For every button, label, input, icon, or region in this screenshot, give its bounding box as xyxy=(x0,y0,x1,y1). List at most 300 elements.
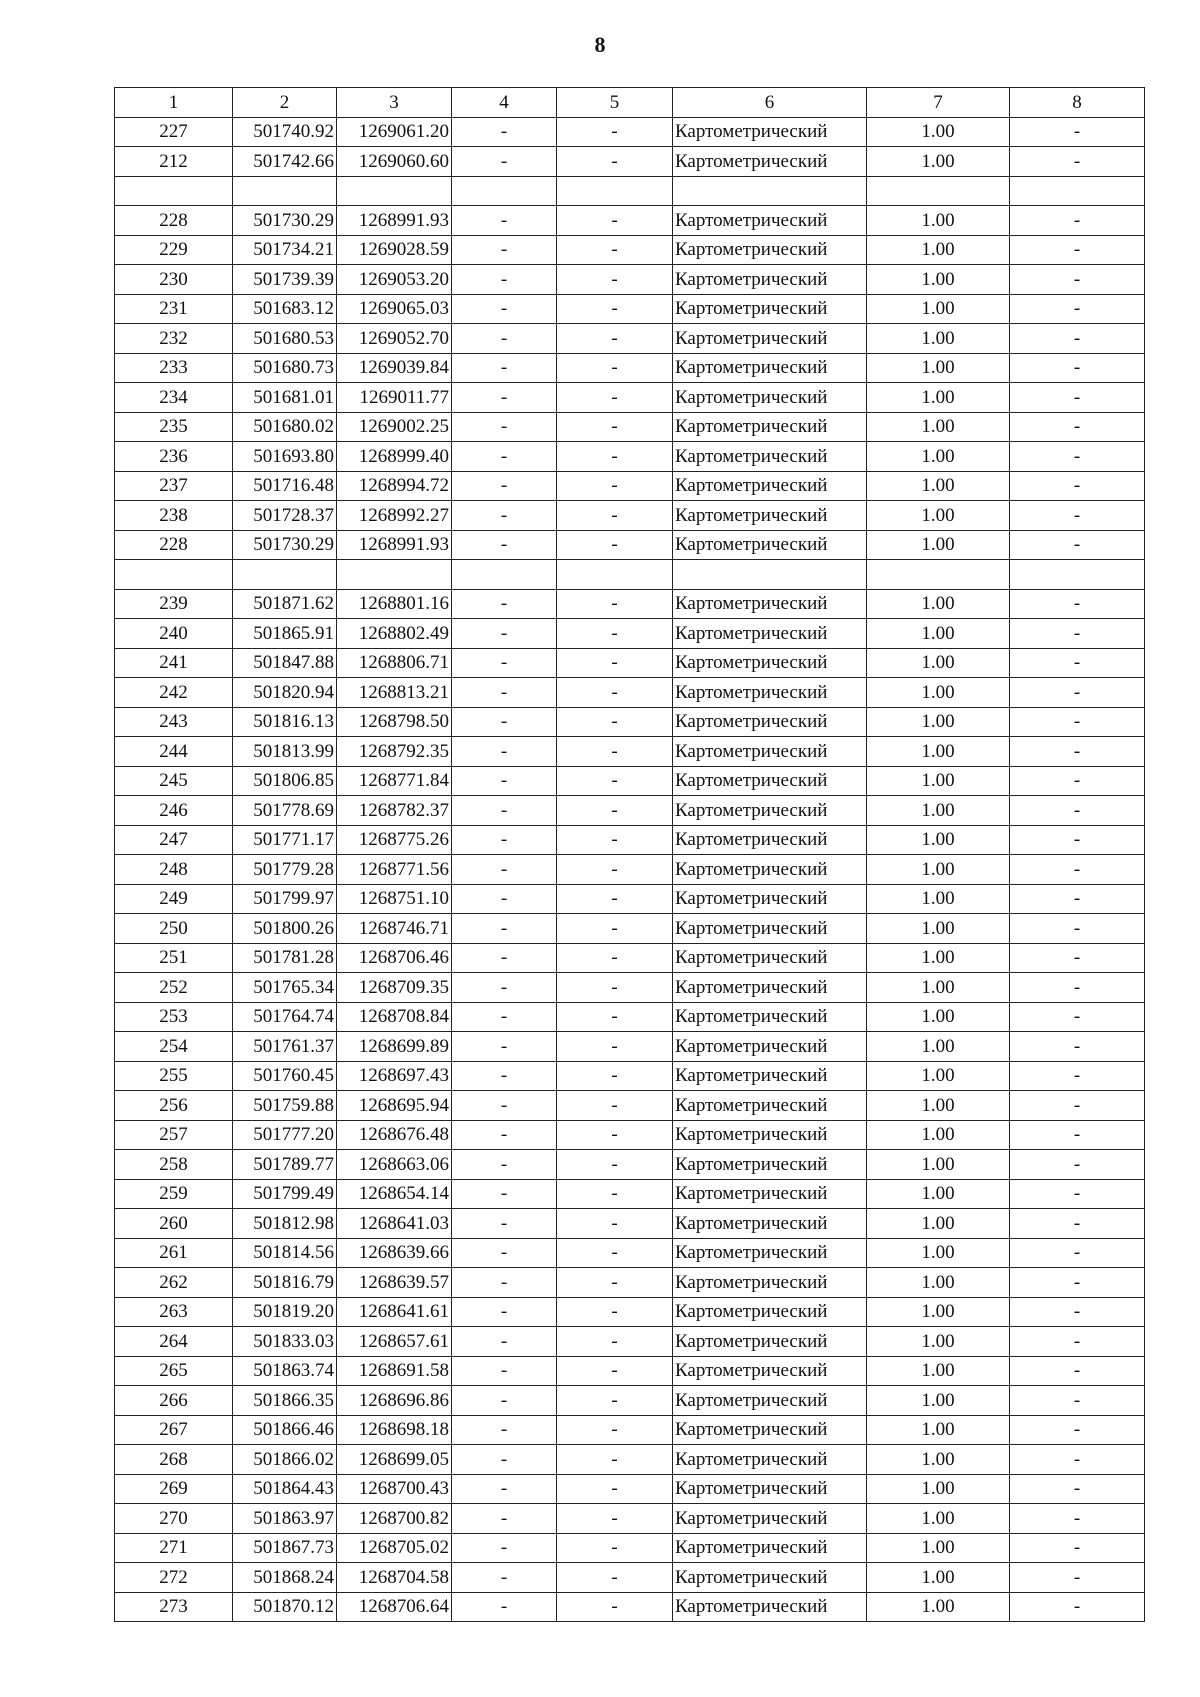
precision-cell: 1.00 xyxy=(867,117,1010,147)
column-8-cell: - xyxy=(1010,206,1145,236)
column-4-cell: - xyxy=(452,383,557,413)
x-coordinate-cell: 501728.37 xyxy=(233,501,337,531)
point-number-cell: 235 xyxy=(115,412,233,442)
column-4-cell: - xyxy=(452,235,557,265)
precision-cell: 1.00 xyxy=(867,1120,1010,1150)
x-coordinate-cell: 501781.28 xyxy=(233,943,337,973)
precision-cell: 1.00 xyxy=(867,1327,1010,1357)
table-row xyxy=(115,766,1145,796)
precision-cell: 1.00 xyxy=(867,943,1010,973)
x-coordinate-cell: 501680.73 xyxy=(233,353,337,383)
x-coordinate-cell: 501680.02 xyxy=(233,412,337,442)
x-coordinate-cell: 501863.74 xyxy=(233,1356,337,1386)
table-row xyxy=(115,619,1145,649)
precision-cell: 1.00 xyxy=(867,147,1010,177)
x-coordinate-cell: 501800.26 xyxy=(233,914,337,944)
point-number-cell: 248 xyxy=(115,855,233,885)
precision-cell: 1.00 xyxy=(867,619,1010,649)
column-4-cell: - xyxy=(452,1592,557,1622)
precision-cell: 1.00 xyxy=(867,1386,1010,1416)
precision-cell: 1.00 xyxy=(867,1563,1010,1593)
column-4-cell: - xyxy=(452,1238,557,1268)
y-coordinate-cell: 1268771.84 xyxy=(337,766,452,796)
y-coordinate-cell: 1268782.37 xyxy=(337,796,452,826)
table-row xyxy=(115,117,1145,147)
y-coordinate-cell: 1269065.03 xyxy=(337,294,452,324)
method-cell: Картометрический xyxy=(673,235,867,265)
precision-cell: 1.00 xyxy=(867,1179,1010,1209)
column-4-cell: - xyxy=(452,1120,557,1150)
x-coordinate-cell: 501765.34 xyxy=(233,973,337,1003)
point-number-cell: 254 xyxy=(115,1032,233,1062)
column-4-cell: - xyxy=(452,353,557,383)
method-cell: Картометрический xyxy=(673,1002,867,1032)
x-coordinate-cell: 501833.03 xyxy=(233,1327,337,1357)
precision-cell: 1.00 xyxy=(867,294,1010,324)
column-8-cell: - xyxy=(1010,265,1145,295)
column-4-cell: - xyxy=(452,265,557,295)
y-coordinate-cell: 1268746.71 xyxy=(337,914,452,944)
column-5-cell: - xyxy=(557,678,673,708)
precision-cell: 1.00 xyxy=(867,1238,1010,1268)
column-5-cell: - xyxy=(557,265,673,295)
column-4-cell: - xyxy=(452,1327,557,1357)
header-cell-7: 7 xyxy=(867,88,1010,118)
precision-cell: 1.00 xyxy=(867,884,1010,914)
precision-cell: 1.00 xyxy=(867,1032,1010,1062)
table-row xyxy=(115,1386,1145,1416)
method-cell: Картометрический xyxy=(673,825,867,855)
y-coordinate-cell: 1268676.48 xyxy=(337,1120,452,1150)
table-row xyxy=(115,1091,1145,1121)
column-8-cell: - xyxy=(1010,471,1145,501)
precision-cell: 1.00 xyxy=(867,973,1010,1003)
method-cell: Картометрический xyxy=(673,265,867,295)
x-coordinate-cell: 501864.43 xyxy=(233,1474,337,1504)
table-row xyxy=(115,825,1145,855)
point-number-cell: 230 xyxy=(115,265,233,295)
x-coordinate-cell: 501779.28 xyxy=(233,855,337,885)
point-number-cell: 238 xyxy=(115,501,233,531)
column-5-cell: - xyxy=(557,147,673,177)
y-coordinate-cell: 1268695.94 xyxy=(337,1091,452,1121)
precision-cell: 1.00 xyxy=(867,648,1010,678)
x-coordinate-cell: 501683.12 xyxy=(233,294,337,324)
x-coordinate-cell: 501806.85 xyxy=(233,766,337,796)
method-cell: Картометрический xyxy=(673,1120,867,1150)
table-row xyxy=(115,1592,1145,1622)
x-coordinate-cell: 501866.35 xyxy=(233,1386,337,1416)
table-row xyxy=(115,412,1145,442)
column-5-cell: - xyxy=(557,1209,673,1239)
y-coordinate-cell: 1268706.46 xyxy=(337,943,452,973)
x-coordinate-cell: 501681.01 xyxy=(233,383,337,413)
precision-cell: 1.00 xyxy=(867,1504,1010,1534)
table-row xyxy=(115,1356,1145,1386)
column-8-cell: - xyxy=(1010,973,1145,1003)
header-row xyxy=(115,88,1145,118)
table-row xyxy=(115,1238,1145,1268)
column-4-cell: - xyxy=(452,1179,557,1209)
x-coordinate-cell: 501813.99 xyxy=(233,737,337,767)
x-coordinate-cell: 501820.94 xyxy=(233,678,337,708)
y-coordinate-cell xyxy=(337,176,452,206)
column-4-cell: - xyxy=(452,117,557,147)
table-row xyxy=(115,855,1145,885)
column-8-cell: - xyxy=(1010,1504,1145,1534)
method-cell: Картометрический xyxy=(673,796,867,826)
y-coordinate-cell: 1268991.93 xyxy=(337,530,452,560)
table-row xyxy=(115,206,1145,236)
method-cell: Картометрический xyxy=(673,1386,867,1416)
y-coordinate-cell: 1269061.20 xyxy=(337,117,452,147)
y-coordinate-cell: 1268639.57 xyxy=(337,1268,452,1298)
point-number-cell: 264 xyxy=(115,1327,233,1357)
y-coordinate-cell: 1268697.43 xyxy=(337,1061,452,1091)
column-8-cell: - xyxy=(1010,1327,1145,1357)
precision-cell: 1.00 xyxy=(867,1150,1010,1180)
y-coordinate-cell: 1269052.70 xyxy=(337,324,452,354)
method-cell: Картометрический xyxy=(673,1179,867,1209)
column-4-cell: - xyxy=(452,914,557,944)
x-coordinate-cell: 501760.45 xyxy=(233,1061,337,1091)
table-body xyxy=(115,117,1145,1622)
point-number-cell: 236 xyxy=(115,442,233,472)
table-row xyxy=(115,560,1145,590)
table-row xyxy=(115,1209,1145,1239)
column-5-cell: - xyxy=(557,1179,673,1209)
y-coordinate-cell: 1269028.59 xyxy=(337,235,452,265)
table-row xyxy=(115,914,1145,944)
precision-cell: 1.00 xyxy=(867,501,1010,531)
y-coordinate-cell: 1268771.56 xyxy=(337,855,452,885)
point-number-cell: 233 xyxy=(115,353,233,383)
method-cell: Картометрический xyxy=(673,1445,867,1475)
table-row xyxy=(115,1002,1145,1032)
y-coordinate-cell: 1268641.61 xyxy=(337,1297,452,1327)
x-coordinate-cell: 501799.97 xyxy=(233,884,337,914)
point-number-cell: 256 xyxy=(115,1091,233,1121)
point-number-cell: 237 xyxy=(115,471,233,501)
column-4-cell: - xyxy=(452,1032,557,1062)
precision-cell: 1.00 xyxy=(867,530,1010,560)
column-5-cell: - xyxy=(557,1091,673,1121)
x-coordinate-cell: 501680.53 xyxy=(233,324,337,354)
method-cell: Картометрический xyxy=(673,1297,867,1327)
method-cell: Картометрический xyxy=(673,1091,867,1121)
point-number-cell: 267 xyxy=(115,1415,233,1445)
point-number-cell: 252 xyxy=(115,973,233,1003)
column-8-cell: - xyxy=(1010,1297,1145,1327)
point-number-cell: 232 xyxy=(115,324,233,354)
method-cell: Картометрический xyxy=(673,737,867,767)
point-number-cell: 246 xyxy=(115,796,233,826)
x-coordinate-cell: 501730.29 xyxy=(233,530,337,560)
header-cell-4: 4 xyxy=(452,88,557,118)
y-coordinate-cell: 1268704.58 xyxy=(337,1563,452,1593)
method-cell: Картометрический xyxy=(673,353,867,383)
precision-cell: 1.00 xyxy=(867,1356,1010,1386)
method-cell: Картометрический xyxy=(673,1061,867,1091)
point-number-cell: 231 xyxy=(115,294,233,324)
method-cell: Картометрический xyxy=(673,383,867,413)
column-8-cell: - xyxy=(1010,707,1145,737)
point-number-cell: 262 xyxy=(115,1268,233,1298)
y-coordinate-cell: 1268696.86 xyxy=(337,1386,452,1416)
column-4-cell: - xyxy=(452,1563,557,1593)
y-coordinate-cell: 1268663.06 xyxy=(337,1150,452,1180)
column-8-cell: - xyxy=(1010,1120,1145,1150)
method-cell xyxy=(673,176,867,206)
column-4-cell: - xyxy=(452,619,557,649)
x-coordinate-cell: 501812.98 xyxy=(233,1209,337,1239)
method-cell: Картометрический xyxy=(673,678,867,708)
column-5-cell: - xyxy=(557,1592,673,1622)
column-8-cell xyxy=(1010,176,1145,206)
column-4-cell xyxy=(452,560,557,590)
column-8-cell: - xyxy=(1010,383,1145,413)
precision-cell: 1.00 xyxy=(867,1592,1010,1622)
point-number-cell: 229 xyxy=(115,235,233,265)
y-coordinate-cell: 1269060.60 xyxy=(337,147,452,177)
method-cell: Картометрический xyxy=(673,206,867,236)
y-coordinate-cell: 1268657.61 xyxy=(337,1327,452,1357)
precision-cell: 1.00 xyxy=(867,1061,1010,1091)
column-8-cell: - xyxy=(1010,1061,1145,1091)
column-4-cell: - xyxy=(452,737,557,767)
x-coordinate-cell: 501865.91 xyxy=(233,619,337,649)
method-cell: Картометрический xyxy=(673,884,867,914)
column-8-cell: - xyxy=(1010,1386,1145,1416)
method-cell xyxy=(673,560,867,590)
column-5-cell: - xyxy=(557,737,673,767)
y-coordinate-cell: 1268699.05 xyxy=(337,1445,452,1475)
table-row xyxy=(115,176,1145,206)
method-cell: Картометрический xyxy=(673,442,867,472)
method-cell: Картометрический xyxy=(673,855,867,885)
x-coordinate-cell: 501816.79 xyxy=(233,1268,337,1298)
y-coordinate-cell: 1268699.89 xyxy=(337,1032,452,1062)
column-5-cell: - xyxy=(557,943,673,973)
column-5-cell: - xyxy=(557,294,673,324)
header-cell-5: 5 xyxy=(557,88,673,118)
method-cell: Картометрический xyxy=(673,1504,867,1534)
column-5-cell: - xyxy=(557,1415,673,1445)
column-8-cell: - xyxy=(1010,501,1145,531)
column-5-cell: - xyxy=(557,1150,673,1180)
method-cell: Картометрический xyxy=(673,619,867,649)
method-cell: Картометрический xyxy=(673,501,867,531)
column-5-cell: - xyxy=(557,1504,673,1534)
column-8-cell: - xyxy=(1010,1563,1145,1593)
precision-cell: 1.00 xyxy=(867,353,1010,383)
table-header xyxy=(115,88,1145,118)
point-number-cell: 268 xyxy=(115,1445,233,1475)
point-number-cell: 263 xyxy=(115,1297,233,1327)
column-8-cell: - xyxy=(1010,855,1145,885)
column-8-cell: - xyxy=(1010,1150,1145,1180)
table-row xyxy=(115,383,1145,413)
column-4-cell: - xyxy=(452,1061,557,1091)
point-number-cell: 228 xyxy=(115,206,233,236)
column-4-cell: - xyxy=(452,766,557,796)
column-8-cell: - xyxy=(1010,1032,1145,1062)
column-4-cell: - xyxy=(452,530,557,560)
table-row xyxy=(115,471,1145,501)
column-4-cell: - xyxy=(452,825,557,855)
y-coordinate-cell: 1269011.77 xyxy=(337,383,452,413)
column-8-cell: - xyxy=(1010,353,1145,383)
method-cell: Картометрический xyxy=(673,1563,867,1593)
table-row xyxy=(115,973,1145,1003)
point-number-cell: 251 xyxy=(115,943,233,973)
x-coordinate-cell: 501847.88 xyxy=(233,648,337,678)
y-coordinate-cell: 1268705.02 xyxy=(337,1533,452,1563)
method-cell: Картометрический xyxy=(673,1415,867,1445)
point-number-cell: 266 xyxy=(115,1386,233,1416)
point-number-cell: 269 xyxy=(115,1474,233,1504)
column-4-cell: - xyxy=(452,1209,557,1239)
method-cell: Картометрический xyxy=(673,412,867,442)
y-coordinate-cell: 1268698.18 xyxy=(337,1415,452,1445)
point-number-cell xyxy=(115,176,233,206)
precision-cell: 1.00 xyxy=(867,589,1010,619)
table-row xyxy=(115,1297,1145,1327)
column-4-cell: - xyxy=(452,707,557,737)
column-4-cell: - xyxy=(452,294,557,324)
table-row xyxy=(115,1415,1145,1445)
column-5-cell: - xyxy=(557,1445,673,1475)
method-cell: Картометрический xyxy=(673,1533,867,1563)
precision-cell: 1.00 xyxy=(867,1445,1010,1475)
column-4-cell: - xyxy=(452,1445,557,1475)
precision-cell: 1.00 xyxy=(867,1002,1010,1032)
point-number-cell: 243 xyxy=(115,707,233,737)
precision-cell: 1.00 xyxy=(867,206,1010,236)
point-number-cell: 242 xyxy=(115,678,233,708)
precision-cell: 1.00 xyxy=(867,1533,1010,1563)
precision-cell: 1.00 xyxy=(867,324,1010,354)
x-coordinate-cell: 501734.21 xyxy=(233,235,337,265)
x-coordinate-cell: 501761.37 xyxy=(233,1032,337,1062)
x-coordinate-cell: 501716.48 xyxy=(233,471,337,501)
y-coordinate-cell: 1268641.03 xyxy=(337,1209,452,1239)
x-coordinate-cell: 501740.92 xyxy=(233,117,337,147)
table-row xyxy=(115,442,1145,472)
point-number-cell: 258 xyxy=(115,1150,233,1180)
column-5-cell: - xyxy=(557,501,673,531)
page-number: 8 xyxy=(594,32,606,57)
column-5-cell: - xyxy=(557,353,673,383)
column-4-cell: - xyxy=(452,648,557,678)
y-coordinate-cell: 1268700.82 xyxy=(337,1504,452,1534)
table-row xyxy=(115,1120,1145,1150)
column-4-cell: - xyxy=(452,855,557,885)
column-5-cell: - xyxy=(557,619,673,649)
column-5-cell: - xyxy=(557,796,673,826)
point-number-cell: 260 xyxy=(115,1209,233,1239)
point-number-cell: 259 xyxy=(115,1179,233,1209)
column-4-cell: - xyxy=(452,1002,557,1032)
column-8-cell: - xyxy=(1010,294,1145,324)
x-coordinate-cell: 501693.80 xyxy=(233,442,337,472)
column-4-cell: - xyxy=(452,884,557,914)
column-8-cell: - xyxy=(1010,324,1145,354)
table-row xyxy=(115,678,1145,708)
column-5-cell: - xyxy=(557,530,673,560)
x-coordinate-cell: 501764.74 xyxy=(233,1002,337,1032)
header-cell-2: 2 xyxy=(233,88,337,118)
column-8-cell: - xyxy=(1010,1356,1145,1386)
precision-cell: 1.00 xyxy=(867,737,1010,767)
column-5-cell: - xyxy=(557,589,673,619)
point-number-cell: 249 xyxy=(115,884,233,914)
method-cell: Картометрический xyxy=(673,1327,867,1357)
precision-cell: 1.00 xyxy=(867,1415,1010,1445)
column-4-cell: - xyxy=(452,678,557,708)
y-coordinate-cell: 1268751.10 xyxy=(337,884,452,914)
table-row xyxy=(115,353,1145,383)
column-5-cell: - xyxy=(557,914,673,944)
point-number-cell: 212 xyxy=(115,147,233,177)
precision-cell: 1.00 xyxy=(867,707,1010,737)
table-row xyxy=(115,530,1145,560)
point-number-cell: 257 xyxy=(115,1120,233,1150)
column-8-cell: - xyxy=(1010,678,1145,708)
x-coordinate-cell: 501799.49 xyxy=(233,1179,337,1209)
method-cell: Картометрический xyxy=(673,707,867,737)
y-coordinate-cell: 1268999.40 xyxy=(337,442,452,472)
method-cell: Картометрический xyxy=(673,1268,867,1298)
column-8-cell: - xyxy=(1010,914,1145,944)
header-cell-6: 6 xyxy=(673,88,867,118)
x-coordinate-cell: 501742.66 xyxy=(233,147,337,177)
y-coordinate-cell: 1269002.25 xyxy=(337,412,452,442)
column-8-cell: - xyxy=(1010,1415,1145,1445)
table-row xyxy=(115,1179,1145,1209)
column-5-cell xyxy=(557,176,673,206)
column-5-cell: - xyxy=(557,707,673,737)
method-cell: Картометрический xyxy=(673,973,867,1003)
table-row xyxy=(115,1563,1145,1593)
method-cell: Картометрический xyxy=(673,324,867,354)
table-row xyxy=(115,648,1145,678)
column-5-cell: - xyxy=(557,206,673,236)
x-coordinate-cell: 501871.62 xyxy=(233,589,337,619)
x-coordinate-cell: 501868.24 xyxy=(233,1563,337,1593)
table-row xyxy=(115,1150,1145,1180)
column-4-cell: - xyxy=(452,1415,557,1445)
table-row xyxy=(115,294,1145,324)
y-coordinate-cell: 1268802.49 xyxy=(337,619,452,649)
method-cell: Картометрический xyxy=(673,648,867,678)
column-5-cell: - xyxy=(557,1297,673,1327)
y-coordinate-cell: 1268994.72 xyxy=(337,471,452,501)
column-5-cell: - xyxy=(557,1474,673,1504)
column-4-cell: - xyxy=(452,1297,557,1327)
column-8-cell: - xyxy=(1010,1445,1145,1475)
point-number-cell: 228 xyxy=(115,530,233,560)
column-5-cell: - xyxy=(557,1386,673,1416)
method-cell: Картометрический xyxy=(673,943,867,973)
y-coordinate-cell: 1268775.26 xyxy=(337,825,452,855)
column-4-cell: - xyxy=(452,1356,557,1386)
precision-cell: 1.00 xyxy=(867,1268,1010,1298)
table-row xyxy=(115,1533,1145,1563)
method-cell: Картометрический xyxy=(673,530,867,560)
column-8-cell: - xyxy=(1010,117,1145,147)
column-5-cell: - xyxy=(557,1002,673,1032)
